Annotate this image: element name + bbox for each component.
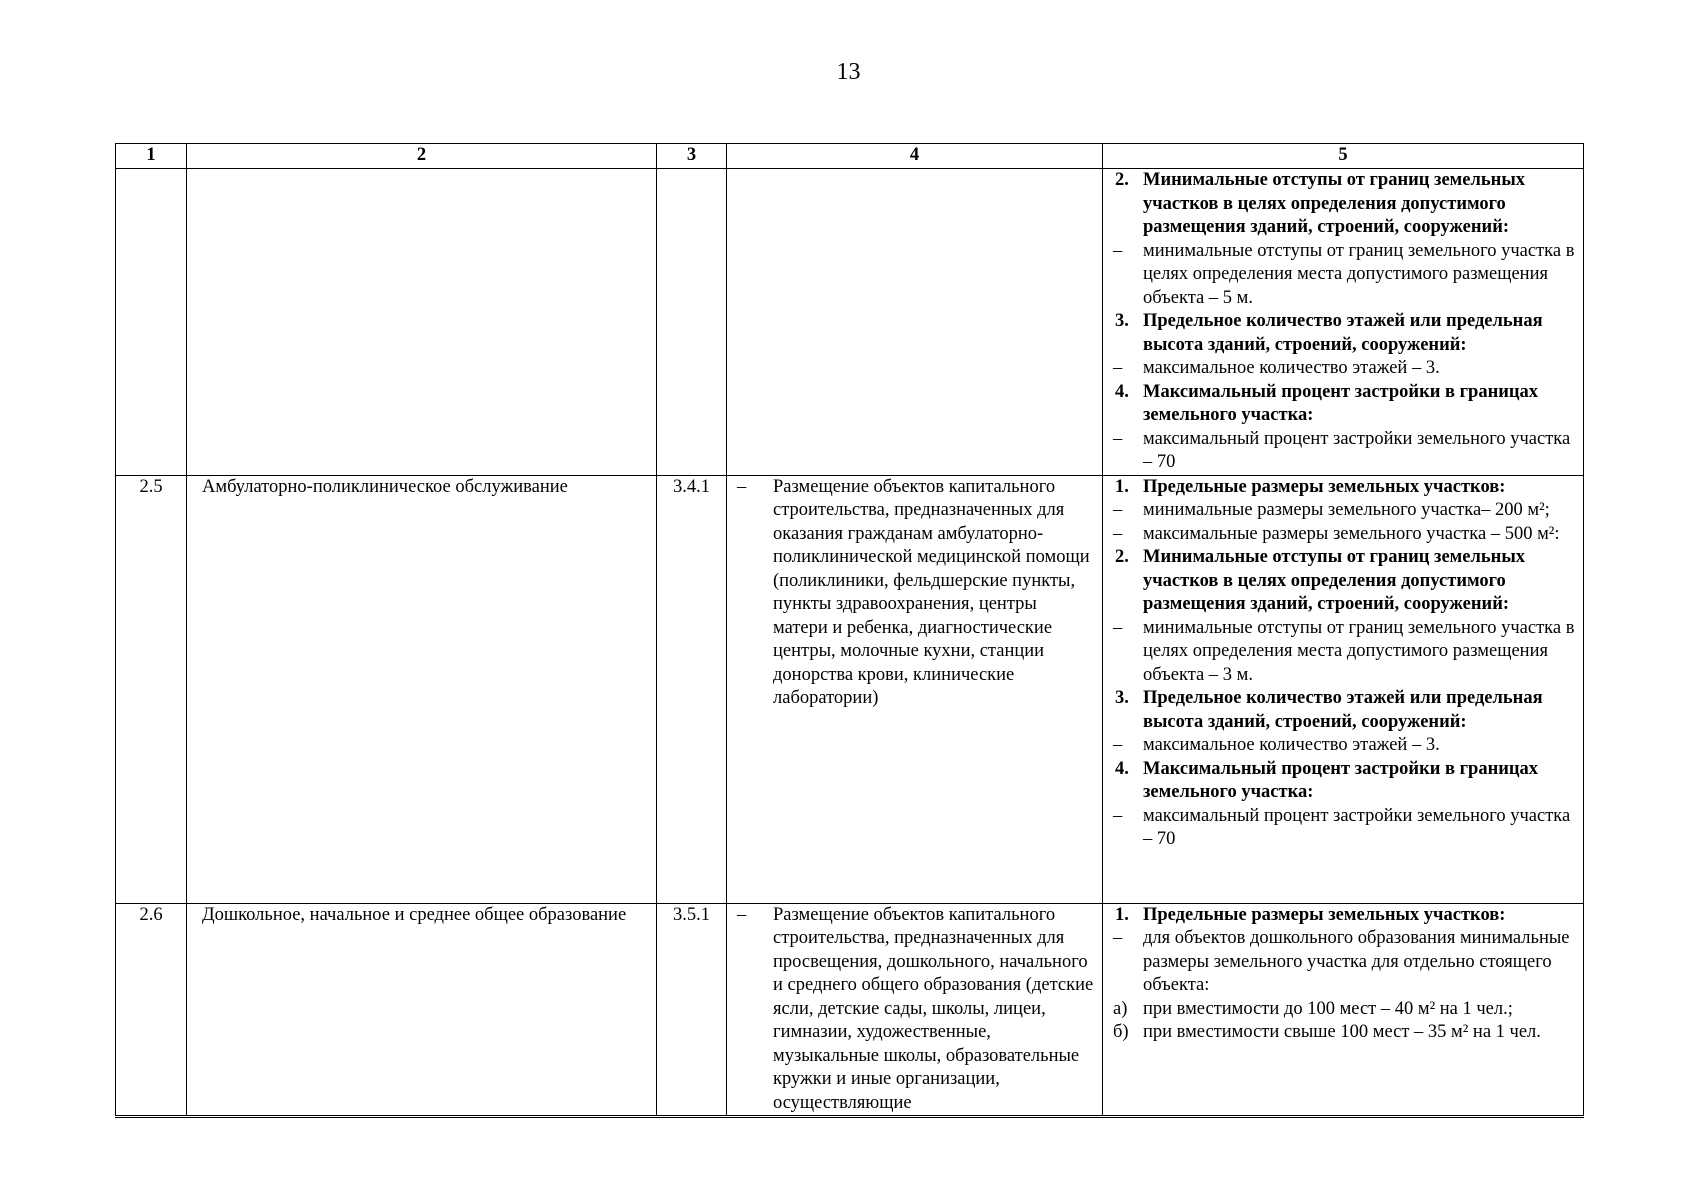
item-text: максимальный процент застройки земельного участка – 70 [1143, 805, 1571, 849]
column-header: 3 [657, 144, 727, 169]
item-mark: 4. [1115, 381, 1129, 402]
bullet-mark: – [737, 476, 747, 497]
parameter-item [1113, 499, 1579, 523]
item-text: при вместимости до 100 мест – 40 м² на 1 чел.; [1143, 998, 1513, 1019]
item-text: максимальные размеры земельного участка – 500 м²: [1143, 523, 1560, 544]
parameter-heading [1113, 904, 1579, 928]
row-number: 2.5 [116, 475, 187, 903]
parameter-item [1113, 523, 1579, 547]
use-code: 3.5.1 [657, 903, 727, 1117]
item-text: максимальный процент застройки земельного участка – 70 [1143, 428, 1571, 472]
row-number [116, 169, 187, 476]
table-row [116, 169, 1584, 476]
parameters-cell [1103, 169, 1584, 476]
item-mark: 2. [1115, 170, 1129, 190]
item-mark: – [1113, 805, 1123, 826]
parameter-item [1113, 734, 1579, 758]
parameters-cell [1103, 475, 1584, 903]
item-mark: – [1113, 240, 1123, 261]
description-item [737, 476, 1096, 711]
parameter-item [1113, 805, 1579, 852]
use-description [727, 903, 1103, 1117]
use-name: Дошкольное, начальное и среднее общее образование [187, 903, 657, 1117]
item-text: для объектов дошкольного образования минимальные размеры земельного участка для отдельно стоящего объекта: [1143, 928, 1570, 995]
parameter-heading [1113, 476, 1579, 500]
item-text: Предельное количество этажей или предельная высота зданий, строений, сооружений: [1143, 688, 1543, 732]
item-text: Предельное количество этажей или предельная высота зданий, строений, сооружений: [1143, 311, 1543, 355]
item-mark: 3. [1115, 688, 1129, 708]
item-text: Минимальные отступы от границ земельных участков в целях определения допустимого размещения зданий, строений, сооружений: [1143, 547, 1526, 614]
parameter-heading [1113, 310, 1579, 357]
use-description [727, 475, 1103, 903]
parameter-heading [1113, 687, 1579, 734]
item-text: Минимальные отступы от границ земельных участков в целях определения допустимого размещения зданий, строений, сооружений: [1143, 170, 1526, 237]
row-number: 2.6 [116, 903, 187, 1117]
parameter-item [1113, 1021, 1579, 1045]
item-mark: – [1113, 617, 1123, 638]
parameter-heading [1113, 169, 1579, 240]
header-row [116, 144, 1584, 169]
item-mark: 4. [1115, 758, 1129, 779]
item-text: максимальное количество этажей – 3. [1143, 358, 1440, 378]
item-text: Максимальный процент застройки в границах земельного участка: [1143, 381, 1539, 425]
use-code: 3.4.1 [657, 475, 727, 903]
item-text: Предельные размеры земельных участков: [1143, 904, 1506, 925]
item-mark: а) [1113, 998, 1128, 1019]
item-mark: – [1113, 358, 1123, 378]
column-header: 4 [727, 144, 1103, 169]
parameter-item [1113, 240, 1579, 311]
item-mark: – [1113, 735, 1123, 755]
parameter-heading [1113, 546, 1579, 617]
item-mark: б) [1113, 1022, 1129, 1042]
parameters-cell [1103, 903, 1584, 1117]
use-name [187, 169, 657, 476]
item-mark: – [1113, 523, 1123, 544]
column-header: 5 [1103, 144, 1584, 169]
item-text: Предельные размеры земельных участков: [1143, 476, 1506, 497]
item-mark: – [1113, 928, 1123, 948]
parameter-item [1113, 357, 1579, 381]
item-mark: 2. [1115, 547, 1129, 567]
page-number: 13 [836, 59, 861, 85]
table-row [116, 475, 1584, 903]
item-text: при вместимости свыше 100 мест – 35 м² на 1 чел. [1143, 1022, 1541, 1042]
item-text: минимальные размеры земельного участка– 200 м²; [1143, 500, 1550, 520]
column-header: 2 [187, 144, 657, 169]
description-text: Размещение объектов капитального строительства, предназначенных для оказания гражданам амбулаторно-поликлинической медицинской помощи (поликлиники, фельдшерские пункты, пункты здравоохранения, центры матери и ребенка, диагностические центры, молочные кухни, станции донорства крови, клинические лаборатории) [773, 476, 1090, 708]
description-text: Размещение объектов капитального строительства, предназначенных для просвещения, дошкольного, начального и среднего общего образования (детские ясли, детские сады, школы, лицеи, гимназии, художественные, музыкальные школы, образовательные кружки и иные организации, осуществляющие [773, 904, 1094, 1113]
description-item [737, 904, 1096, 1116]
item-mark: 1. [1115, 476, 1129, 497]
parameter-item [1113, 998, 1579, 1022]
item-text: минимальные отступы от границ земельного участка в целях определения места допустимого размещения объекта – 3 м. [1143, 617, 1575, 685]
item-text: минимальные отступы от границ земельного участка в целях определения места допустимого размещения объекта – 5 м. [1143, 240, 1575, 308]
item-mark: 3. [1115, 311, 1129, 331]
column-header: 1 [116, 144, 187, 169]
item-text: Максимальный процент застройки в границах земельного участка: [1143, 758, 1539, 802]
bullet-mark: – [737, 904, 747, 925]
item-text: максимальное количество этажей – 3. [1143, 735, 1440, 755]
use-code [657, 169, 727, 476]
regulations-table [115, 143, 1584, 1118]
parameter-item [1113, 927, 1579, 998]
item-mark: 1. [1115, 904, 1129, 925]
parameter-heading [1113, 758, 1579, 805]
table-row [116, 903, 1584, 1117]
parameter-item [1113, 617, 1579, 688]
use-description [727, 169, 1103, 476]
item-mark: – [1113, 428, 1123, 449]
parameter-heading [1113, 381, 1579, 428]
parameter-item [1113, 428, 1579, 475]
use-name: Амбулаторно-поликлиническое обслуживание [187, 475, 657, 903]
item-mark: – [1113, 500, 1123, 520]
